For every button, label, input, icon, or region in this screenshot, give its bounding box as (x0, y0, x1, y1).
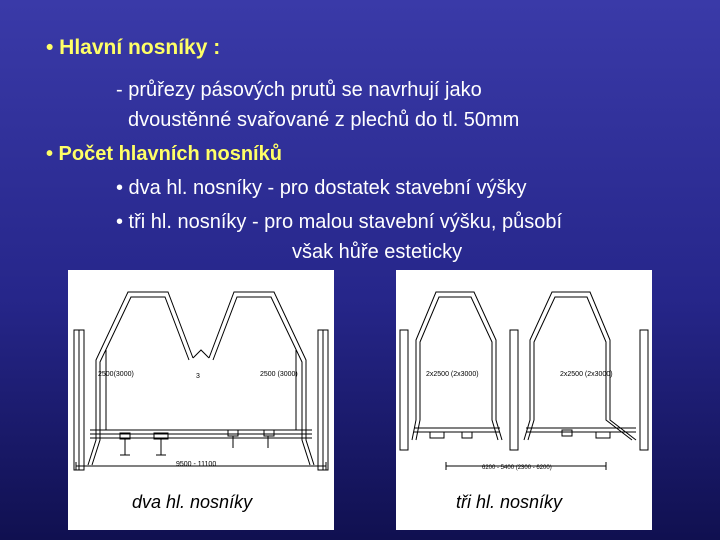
sub-text-line-1: - průřezy pásových prutů se navrhují jako (116, 79, 482, 101)
bullet-tri-nosniky-line-2: však hůře esteticky (292, 241, 463, 263)
dim-right-label: 2500 (3000) (260, 371, 298, 378)
bullet-dva-nosniky: • dva hl. nosníky - pro dostatek stavební výšky (116, 177, 527, 199)
bullet-tri-nosniky-line-1: • tři hl. nosníky - pro malou stavební výšku, působí (116, 211, 563, 233)
dim-bottom-label: 6200 - 5400 (2300 - 6200) (482, 465, 552, 471)
caption-two-girders: dva hl. nosníky (132, 492, 253, 512)
caption-three-girders: tři hl. nosníky (456, 492, 563, 512)
heading-hlavni-nosniky: • Hlavní nosníky : (46, 36, 221, 59)
three-girder-cross-section-drawing (396, 270, 652, 530)
dim-bottom-label: 9500 - 11100 (176, 461, 217, 468)
sub-text-line-2: dvoustěnné svařované z plechů do tl. 50mm (128, 109, 520, 131)
dim-left-label: 2500(3000) (98, 371, 134, 378)
figure-three-girders (396, 270, 652, 530)
dim-left-label: 2x2500 (2x3000) (426, 371, 479, 378)
dim-mid-label: 3 (196, 373, 200, 380)
dim-right-label: 2x2500 (2x3000) (560, 371, 613, 378)
heading-pocet-nosniku: • Počet hlavních nosníků (46, 143, 282, 165)
figure-two-girders (68, 270, 334, 530)
two-girder-cross-section-drawing (68, 270, 334, 530)
